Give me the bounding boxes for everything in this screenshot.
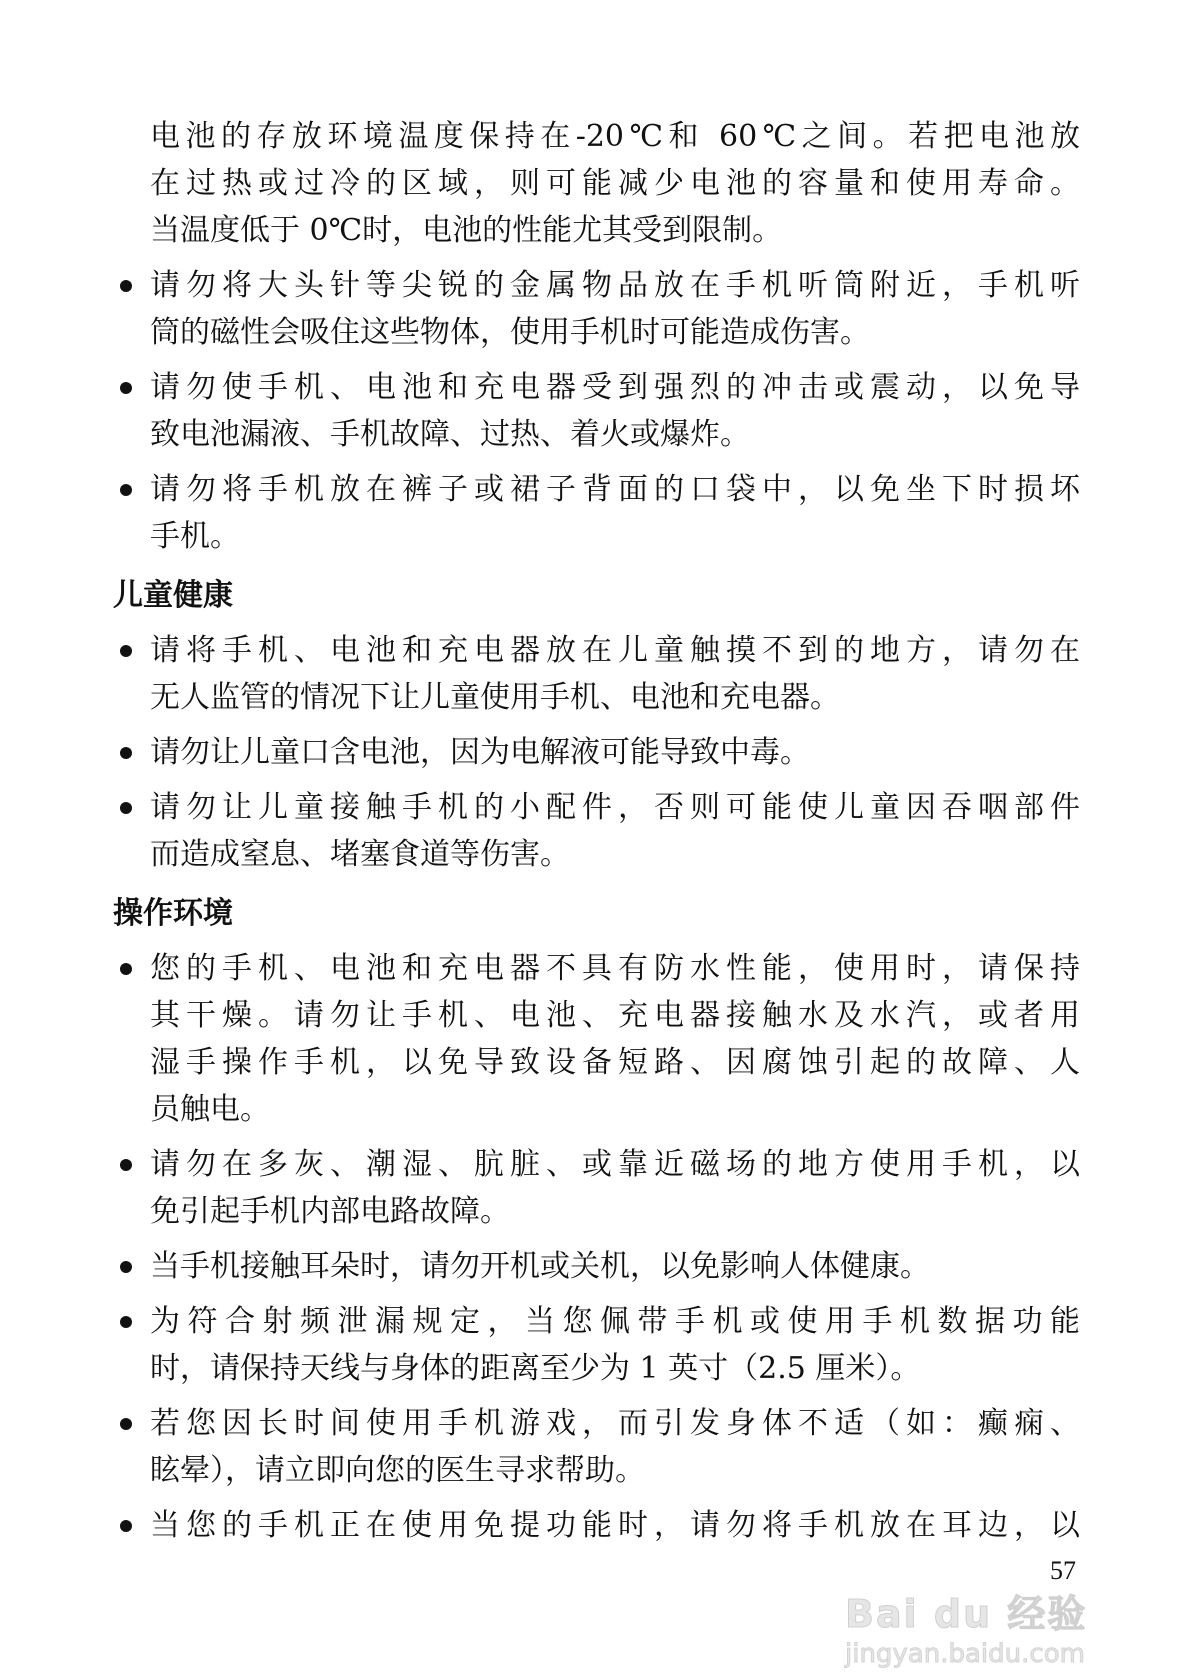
text-line: 筒的磁性会吸住这些物体，使用手机时可能造成伤害。	[150, 315, 870, 350]
text-line: 当您的手机正在使用免提功能时，请勿将手机放在耳边，以	[150, 1508, 1080, 1543]
bullet-item	[113, 1141, 1080, 1235]
text-line: 致电池漏液、手机故障、过热、着火或爆炸。	[150, 417, 750, 452]
bullet-item	[113, 1502, 1080, 1549]
text-line: 而造成窒息、堵塞食道等伤害。	[150, 837, 570, 872]
text-line: 当温度低于 0℃时，电池的性能尤其受到限制。	[150, 213, 783, 248]
text-line: 无人监管的情况下让儿童使用手机、电池和充电器。	[150, 680, 840, 715]
bullet-dot-icon	[120, 382, 132, 394]
text-line: 免引起手机内部电路故障。	[150, 1194, 510, 1229]
bullet-dot-icon	[120, 1418, 132, 1430]
text-line: 眩晕），请立即向您的医生寻求帮助。	[150, 1453, 645, 1488]
text-line: 请将手机、电池和充电器放在儿童触摸不到的地方，请勿在	[150, 633, 1080, 668]
bullet-dot-icon	[120, 645, 132, 657]
bullet-dot-icon	[120, 802, 132, 814]
bullet-dot-icon	[120, 484, 132, 496]
bullet-dot-icon	[120, 1520, 132, 1532]
bullet-dot-icon	[120, 747, 132, 759]
text-line: 请勿使手机、电池和充电器受到强烈的冲击或震动，以免导	[150, 370, 1080, 405]
text-line: 手机。	[150, 519, 240, 554]
text-line: 员触电。	[150, 1092, 270, 1127]
text-line: 请勿让儿童口含电池，因为电解液可能导致中毒。	[150, 735, 810, 770]
bullet-item	[113, 784, 1080, 878]
bullet-dot-icon	[120, 963, 132, 975]
paragraph	[113, 113, 1080, 254]
bullet-item	[113, 627, 1080, 721]
text-line: 若您因长时间使用手机游戏，而引发身体不适（如：癫痫、	[150, 1406, 1080, 1441]
section-heading: 儿童健康	[113, 578, 233, 613]
text-line: 时，请保持天线与身体的距离至少为 1 英寸（2.5 厘米）。	[150, 1351, 921, 1386]
text-line: 请勿在多灰、潮湿、肮脏、或靠近磁场的地方使用手机，以	[150, 1147, 1080, 1182]
text-line: 当手机接触耳朵时，请勿开机或关机，以免影响人体健康。	[150, 1249, 930, 1284]
page-number: 57	[1050, 1556, 1076, 1585]
bullet-dot-icon	[120, 280, 132, 292]
document-body	[113, 113, 1080, 1549]
baidu-watermark-logo: Bai du 经验	[845, 1592, 1088, 1636]
text-line: 在过热或过冷的区域，则可能减少电池的容量和使用寿命。	[150, 166, 1080, 201]
text-line: 湿手操作手机，以免导致设备短路、因腐蚀引起的故障、人	[150, 1045, 1080, 1080]
text-line: 电池的存放环境温度保持在-20℃和 60℃之间。若把电池放	[150, 119, 1080, 154]
bullet-dot-icon	[120, 1316, 132, 1328]
bullet-dot-icon	[120, 1159, 132, 1171]
text-line: 其干燥。请勿让手机、电池、充电器接触水及水汽，或者用	[150, 998, 1080, 1033]
bullet-item	[113, 945, 1080, 1133]
text-line: 请勿将大头针等尖锐的金属物品放在手机听筒附近，手机听	[150, 268, 1080, 303]
text-line: 为符合射频泄漏规定，当您佩带手机或使用手机数据功能	[150, 1304, 1080, 1339]
bullet-item	[113, 466, 1080, 560]
baidu-watermark-url: jingyan.baidu.com	[845, 1639, 1085, 1669]
text-line: 请勿将手机放在裤子或裙子背面的口袋中，以免坐下时损坏	[150, 472, 1080, 507]
text-line: 您的手机、电池和充电器不具有防水性能，使用时，请保持	[150, 951, 1080, 986]
section-heading: 操作环境	[113, 896, 233, 931]
text-line: 请勿让儿童接触手机的小配件，否则可能使儿童因吞咽部件	[150, 790, 1080, 825]
bullet-item	[113, 364, 1080, 458]
bullet-item	[113, 262, 1080, 356]
bullet-item	[113, 1400, 1080, 1494]
bullet-dot-icon	[120, 1261, 132, 1273]
bullet-item	[113, 729, 1080, 776]
bullet-item	[113, 1298, 1080, 1392]
bullet-item	[113, 1243, 1080, 1290]
